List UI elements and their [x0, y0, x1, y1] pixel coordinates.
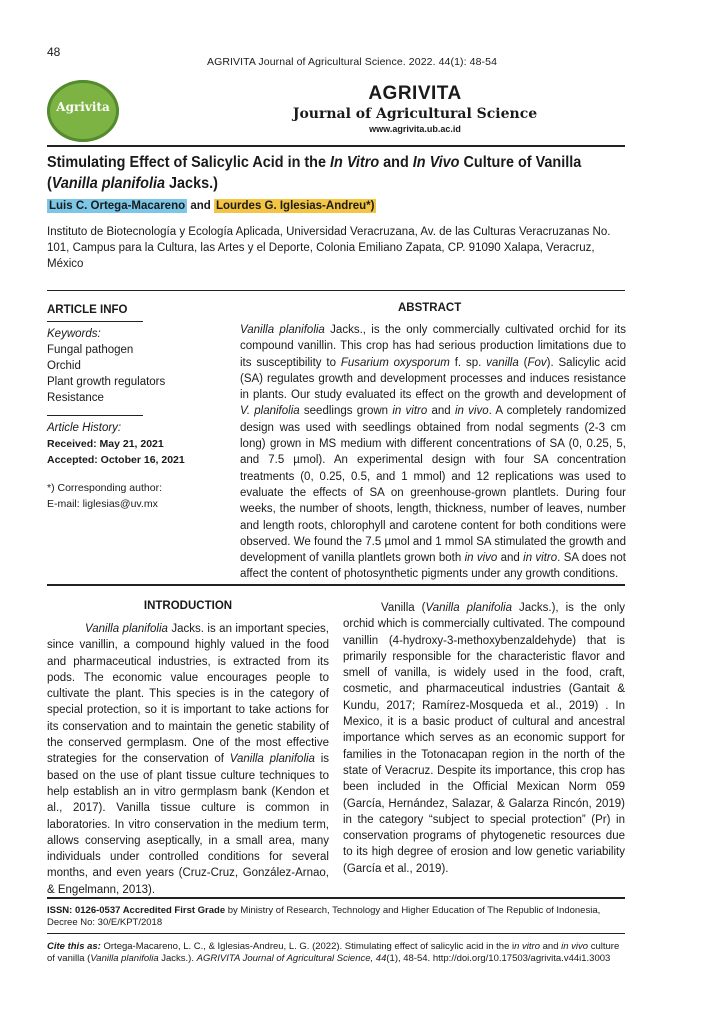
abstract-bottom-rule [47, 584, 625, 586]
intro-paragraph-1: Vanilla planifolia Jacks. is an important species, since vanillin, a compound highly valued in the food and pharmaceutical industries, is extracted from its pods. The economic value encourages people to cultivate the plant. This species is in the category of special protection, so it is important to take actions for its conservation and to maintain the genetic stability of the conserved germplasm. One of the most effective strategies for the conservation of Vanilla planifolia is based on the use of plant tissue culture techniques to help establish an in vitro germplasm bank (Kendon et al., 2017). Vanilla tissue culture is common in laboratories. In vitro conservation in the medium term, allows conserving aseptically, in a small area, many individuals under controlled conditions for several months, and even years (Cruz-Cruz, González-Arnao, & Engelmann, 2013). [47, 623, 330, 896]
journal-name: AGRIVITA [368, 83, 462, 104]
running-head: AGRIVITA Journal of Agricultural Science. 2022. 44(1): 48-54 [206, 56, 498, 68]
abstract-text: Vanilla planifolia Jacks., is the only commercially cultivated orchid for its compound vanillin. This crop has had serious production limitations due to its susceptibility to Fusarium oxysporum f. sp. vanilla (Fov). Salicylic acid (SA) regulates growth and development processes and induces resistance in plants. Our study evaluated its effect on the growth and development of V. planifolia seedlings grown in vitro and in vivo. A completely randomized design was used with seedlings obtained from nodal segments (2-3 cm long) grown in MS medium with different concentrations of SA (0, 0.25, 5, and 7.5 µmol). An experimental design with four SA concentration treatments (0, 0.25, 0.5, and 1 mmol) and 12 replications was used to evaluate the effects of SA on greenhouse-grown plantlets. During four weeks, the number of shoots, length, thickness, number of leaves, number and length roots, chlorophyll and carotene content for both conditions were observed. We found the 7.5 µmol and 1 mmol SA stimulated the growth and development of vanilla plantlets grown both in vivo and in vitro. SA does not affect the content of photosynthetic pigments under any growth conditions. [240, 324, 626, 581]
article-title: Stimulating Effect of Salicylic Acid in the In Vitro and In Vivo Culture of Vanilla (Vanilla planifolia Jacks.) [47, 154, 582, 192]
abstract-heading: ABSTRACT [398, 302, 462, 314]
logo-text: Agrivita [56, 100, 110, 114]
history-label: Article History: [47, 422, 122, 434]
footer-rule [47, 897, 625, 899]
footer-thin-rule [47, 933, 625, 934]
keyword: Fungal pathogen [47, 344, 134, 356]
article-info-heading: ARTICLE INFO [47, 304, 128, 316]
journal-subtitle: Journal of Agricultural Science [292, 106, 538, 122]
issn-note: ISSN: 0126-0537 Accredited First Grade by Ministry of Research, Technology and Higher Education of The Republic of Indonesia, Decree No: 30/E/KPT/2018 [47, 905, 601, 928]
received-date: Received: May 21, 2021 [47, 438, 164, 450]
corresponding-label: *) Corresponding author: [47, 482, 162, 494]
keyword: Plant growth regulators [47, 376, 166, 388]
corresponding-email[interactable]: E-mail: liglesias@uv.mx [47, 498, 158, 510]
page-number: 48 [47, 45, 61, 59]
citation: Cite this as: Ortega-Macareno, L. C., & Iglesias-Andreu, L. G. (2022). Stimulating effect of salicylic acid in the in vitro and in vivo culture of vanilla (Vanilla planifolia Jacks.). AGRIVITA Journal of Agricultural Science, 44(1), 48-54. http://doi.org/10.17503/agrivita.v44i1.3003 [47, 941, 620, 964]
keyword: Orchid [47, 360, 81, 372]
author-2: Lourdes G. Iglesias-Andreu*) [215, 200, 375, 212]
journal-website[interactable]: www.agrivita.ub.ac.id [369, 124, 461, 134]
author-1: Luis C. Ortega-Macareno [49, 200, 186, 212]
keywords-label: Keywords: [47, 328, 101, 340]
article-info [47, 302, 187, 512]
accepted-date: Accepted: October 16, 2021 [47, 454, 185, 466]
info-top-rule [47, 290, 625, 291]
affiliation: Instituto de Biotecnología y Ecología Aplicada, Universidad Veracruzana, Av. de las Culturas Veracruzanas No. 101, Campus para la Cultura, las Artes y el Deporte, Colonia Emiliano Zapata, CP. 91090 Xalapa, Veracruz, México [47, 226, 611, 270]
intro-paragraph-2: Vanilla (Vanilla planifolia Jacks.), is the only orchid which is commercially cultivated. The compound vanillin (4-hydroxy-3-methoxybenzaldehyde) that is primarily responsible for the characteristic flavor and smell of vanilla, is widely used in the food, craft, cosmetic, and pharmaceutical industries (Gantait & Kundu, 2017; Ramírez-Mosqueda et al., 2019) . In Mexico, it is a basic product of cultural and ancestral importance which serves as an economic support for families in the Totonacapan region in the north of the state of Veracruz. Despite its importance, this crop has been included in the Official Mexican Norm 059 (García, Hernández, Salazar, & Galarza Rincón, 2019) in the category “subject to special protection” (Pr) in conservation programs of phytogenetic resources due to its high degree of erosion and low genetic variability (García et al., 2019). [343, 602, 625, 875]
header-rule [47, 145, 625, 147]
authors: Luis C. Ortega-Macareno and Lourdes G. Iglesias-Andreu*) [49, 200, 375, 212]
introduction-heading: INTRODUCTION [143, 600, 233, 612]
keyword: Resistance [47, 392, 104, 404]
